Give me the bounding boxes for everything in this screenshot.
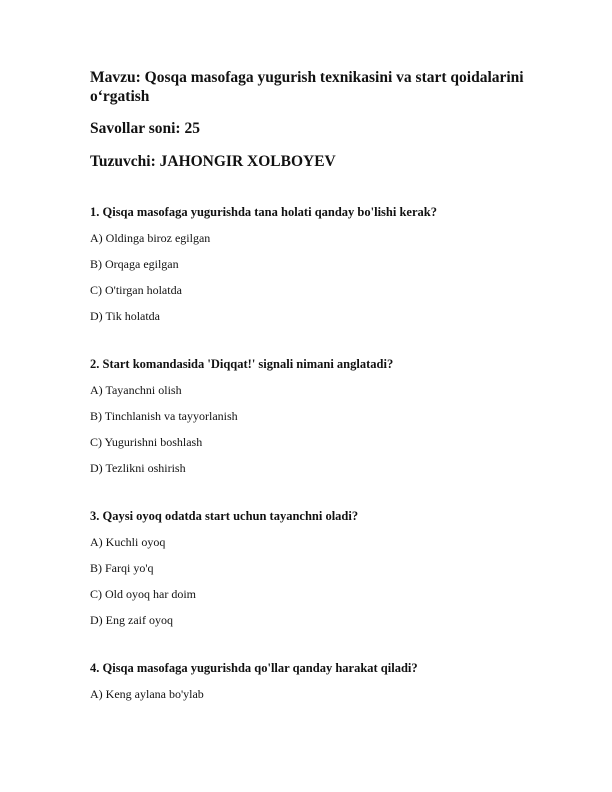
answer-option-a: A) Keng aylana bo'ylab [90,687,204,701]
answer-option-c: C) Yugurishni boshlash [90,435,203,449]
question-text: 1. Qisqa masofaga yugurishda tana holati qanday bo'lishi kerak? [90,205,437,219]
answer-option-b: B) Orqaga egilgan [90,257,179,271]
question-text: 2. Start komandasida 'Diqqat!' signali nimani anglatadi? [90,357,394,371]
question-count: Savollar soni: 25 [90,120,200,137]
answer-option-a: A) Oldinga biroz egilgan [90,231,211,245]
question-1 [90,204,530,324]
question-2 [90,356,530,476]
answer-option-d: D) Eng zaif oyoq [90,613,173,627]
question-4 [90,660,530,702]
question-3 [90,508,530,628]
document-header [90,68,530,171]
answer-option-b: B) Tinchlanish va tayyorlanish [90,409,238,423]
answer-option-c: C) Old oyoq har doim [90,587,196,601]
question-list [90,204,530,734]
question-text: 3. Qaysi oyoq odatda start uchun tayanchni oladi? [90,509,359,523]
answer-option-b: B) Farqi yo'q [90,561,154,575]
answer-option-d: D) Tezlikni oshirish [90,461,186,475]
answer-option-a: A) Tayanchni olish [90,383,182,397]
answer-option-c: C) O'tirgan holatda [90,283,182,297]
author-line: Tuzuvchi: JAHONGIR XOLBOYEV [90,153,336,170]
question-text: 4. Qisqa masofaga yugurishda qo'llar qanday harakat qiladi? [90,661,418,675]
answer-option-d: D) Tik holatda [90,309,161,323]
document-title: Mavzu: Qosqa masofaga yugurish texnikasini va start qoidalarini o‘rgatish [90,69,524,105]
answer-option-a: A) Kuchli oyoq [90,535,166,549]
